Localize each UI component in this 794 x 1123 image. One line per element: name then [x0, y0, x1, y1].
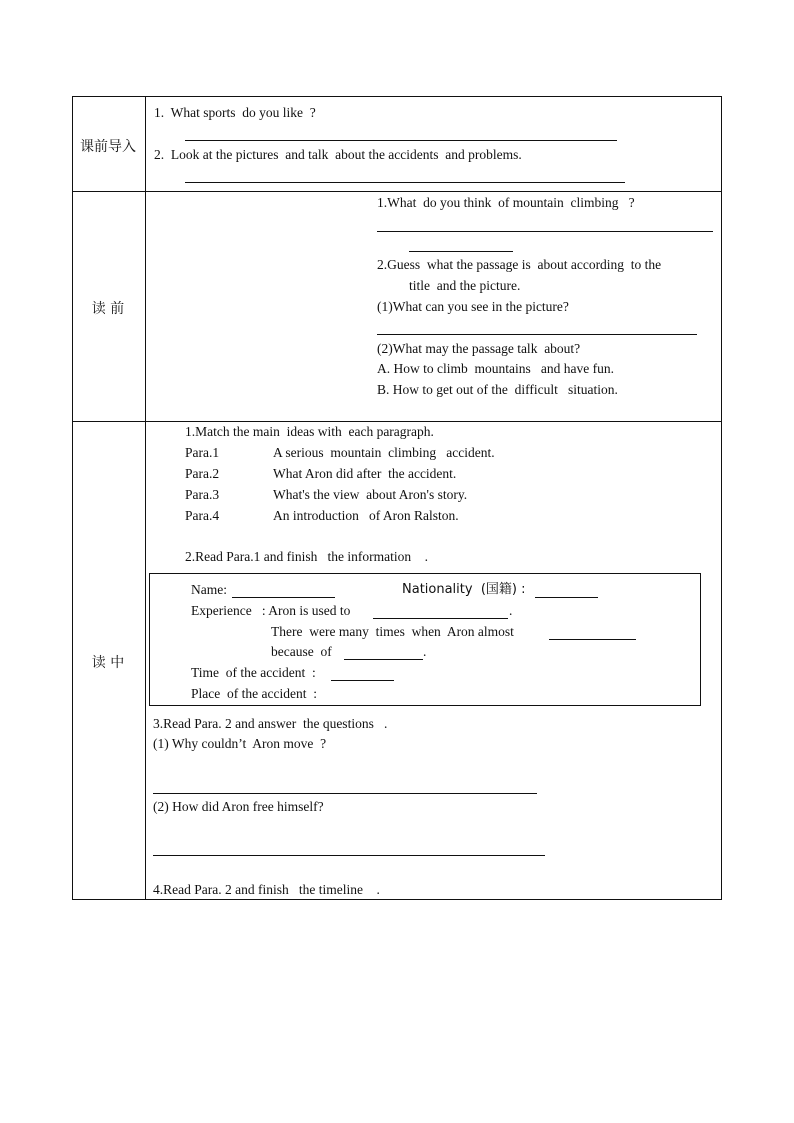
para-label: Para.1	[185, 445, 220, 460]
para-label: Para.4	[185, 508, 220, 523]
experience-period: .	[509, 603, 513, 618]
para-idea[interactable]: What's the view about Aron's story.	[273, 487, 468, 502]
task-2: 2.Read Para.1 and finish the information .	[185, 549, 428, 564]
table-left-border	[72, 96, 73, 899]
experience-field[interactable]	[373, 618, 508, 619]
pre-question-1: 1.What do you think of mountain climbing ?	[377, 195, 635, 210]
para-idea[interactable]: An introduction of Aron Ralston.	[273, 508, 459, 523]
info-nationality-label: Nationality (国籍) :	[402, 582, 526, 597]
pre-question-2-line1: 2.Guess what the passage is about according to the	[377, 257, 662, 272]
answer-line[interactable]	[409, 251, 513, 252]
because-field[interactable]	[344, 659, 423, 660]
info-name-label: Name:	[191, 582, 227, 597]
task-3: 3.Read Para. 2 and answer the questions .	[153, 716, 388, 731]
intro-question-2: 2. Look at the pictures and talk about the accidents and problems.	[154, 147, 522, 162]
option-a[interactable]: A. How to climb mountains and have fun.	[377, 361, 614, 376]
time-field[interactable]	[331, 680, 394, 681]
task-3-question-1: (1) Why couldn’t Aron move ?	[153, 736, 327, 751]
info-time-label: Time of the accident :	[191, 665, 316, 680]
answer-line[interactable]	[153, 793, 537, 794]
para-idea[interactable]: A serious mountain climbing accident.	[273, 445, 495, 460]
info-because-text: because of	[271, 644, 332, 659]
para-idea[interactable]: What Aron did after the accident.	[273, 466, 457, 481]
pre-question-2-sub1: (1)What can you see in the picture?	[377, 299, 569, 314]
table-bottom-border	[72, 899, 722, 900]
task-3-question-2: (2) How did Aron free himself?	[153, 799, 324, 814]
pre-question-2-line2: title and the picture.	[409, 278, 521, 293]
answer-line[interactable]	[377, 334, 697, 335]
task-1: 1.Match the main ideas with each paragraph.	[185, 424, 434, 439]
answer-line[interactable]	[377, 231, 713, 232]
row-label-pre-reading: 读 前	[91, 301, 125, 317]
answer-line[interactable]	[153, 855, 545, 856]
option-b[interactable]: B. How to get out of the difficult situation.	[377, 382, 618, 397]
because-period: .	[423, 644, 427, 659]
table-right-border	[721, 96, 722, 899]
row-divider-2	[72, 421, 722, 422]
answer-line[interactable]	[185, 182, 625, 183]
pre-question-2-sub2: (2)What may the passage talk about?	[377, 341, 581, 356]
answer-line[interactable]	[185, 140, 617, 141]
nationality-field[interactable]	[535, 597, 598, 598]
row-label-intro: 课前导入	[80, 139, 136, 155]
almost-field[interactable]	[549, 639, 636, 640]
info-experience-label: Experience : Aron is used to	[191, 603, 351, 618]
info-place-label: Place of the accident :	[191, 686, 317, 701]
label-column-divider	[145, 96, 146, 899]
name-field[interactable]	[232, 597, 335, 598]
info-times-text: There were many times when Aron almost	[271, 624, 514, 639]
para-label: Para.2	[185, 466, 220, 481]
table-top-border	[72, 96, 722, 97]
task-4: 4.Read Para. 2 and finish the timeline .	[153, 882, 380, 897]
intro-question-1: 1. What sports do you like ?	[154, 105, 316, 120]
row-label-while-reading: 读 中	[91, 655, 125, 671]
para-label: Para.3	[185, 487, 220, 502]
row-divider-1	[72, 191, 722, 192]
